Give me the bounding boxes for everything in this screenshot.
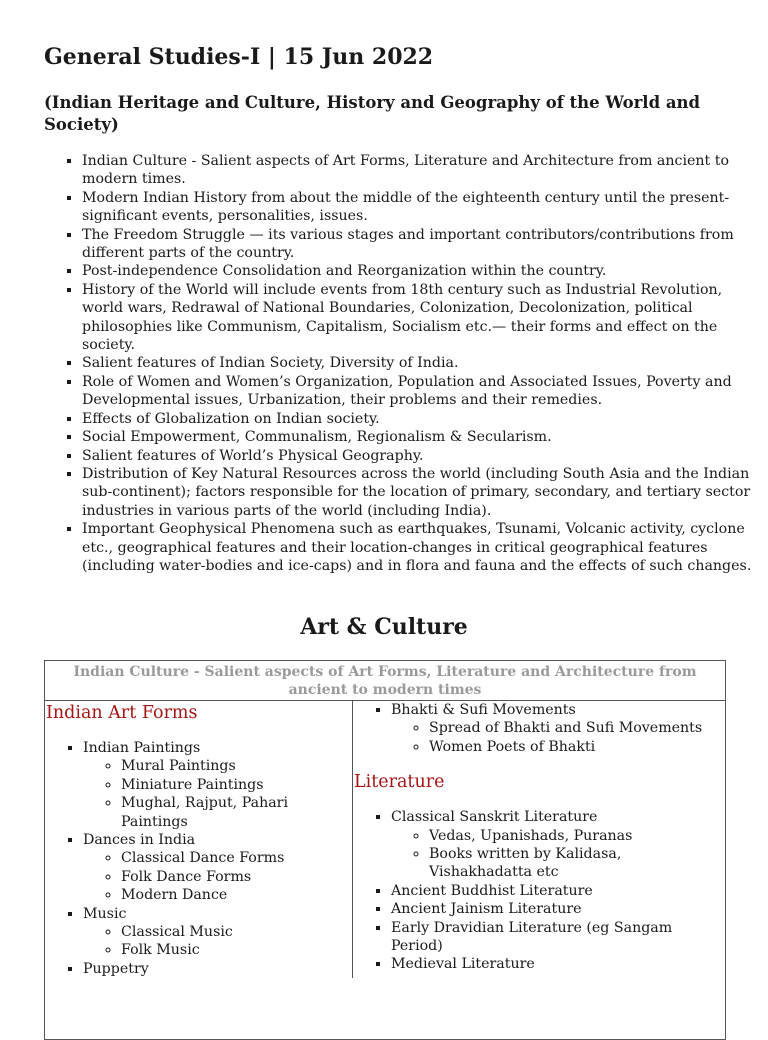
- topic-label: Medieval Literature: [391, 956, 535, 973]
- subtopic-item: ◦ Mural Paintings: [121, 757, 352, 775]
- subtopic-item: ◦ Books written by Kalidasa, Vishakhadatta etc: [429, 845, 725, 882]
- syllabus-item: ▪ Modern Indian History from about the middle of the eighteenth century until the present- significant events, personalities, issues.: [82, 189, 752, 226]
- subtopic-item: ◦ Classical Music: [121, 923, 352, 941]
- topic-label: Ancient Jainism Literature: [391, 901, 582, 918]
- syllabus-item: ▪ The Freedom Struggle — its various stages and important contributors/contributions from different parts of the country.: [82, 226, 752, 263]
- syllabus-list: [62, 152, 752, 575]
- syllabus-item: ▪ Post-independence Consolidation and Reorganization within the country.: [82, 262, 752, 280]
- syllabus-item: ▪ Salient features of World’s Physical Geography.: [82, 447, 752, 465]
- syllabus-item: ▪ Social Empowerment, Communalism, Regionalism & Secularism.: [82, 428, 752, 446]
- topic-item: [391, 701, 725, 756]
- topic-item: [391, 808, 725, 882]
- subtopic-item: ◦ Spread of Bhakti and Sufi Movements: [429, 719, 725, 737]
- left-column: [45, 701, 353, 978]
- topic-item: [83, 831, 352, 905]
- category-heading-art-forms: Indian Art Forms: [46, 703, 198, 723]
- topic-item: [83, 739, 352, 831]
- topic-item: [391, 900, 725, 918]
- page-title: General Studies-I | 15 Jun 2022: [44, 44, 434, 70]
- topic-label: Ancient Buddhist Literature: [391, 882, 593, 899]
- subtopic-list: [391, 719, 725, 756]
- subtopic-item: ◦ Folk Dance Forms: [121, 868, 352, 886]
- topic-item: [83, 905, 352, 960]
- section-title: Art & Culture: [300, 614, 468, 640]
- subtopic-list: [391, 827, 725, 882]
- movements-list: [353, 701, 725, 756]
- topic-label: Early Dravidian Literature (eg Sangam Period): [391, 919, 673, 955]
- topics-table: [44, 660, 726, 1040]
- subtopic-item: ◦ Vedas, Upanishads, Puranas: [429, 827, 725, 845]
- subtopic-item: ◦ Mughal, Rajput, Pahari Paintings: [121, 794, 352, 831]
- subtopic-item: ◦ Classical Dance Forms: [121, 849, 352, 867]
- subtopic-item: ◦ Modern Dance: [121, 886, 352, 904]
- page-subtitle: (Indian Heritage and Culture, History and Geography of the World and Society): [44, 93, 701, 134]
- syllabus-item: ▪ Distribution of Key Natural Resources across the world (including South Asia and the Indian sub-continent); factors responsible for the location of primary, secondary, and tertiary sector industries in various parts of the world (including India).: [82, 465, 752, 520]
- topic-label: Puppetry: [83, 960, 149, 977]
- topic-label: Indian Paintings: [83, 740, 201, 756]
- table-header: Indian Culture - Salient aspects of Art Forms, Literature and Architecture from ancient to modern times: [45, 661, 725, 701]
- syllabus-item: ▪ Important Geophysical Phenomena such as earthquakes, Tsunami, Volcanic activity, cyclone etc., geographical features and their location-changes in critical geographical features (including water-bodies and ice-caps) and in flora and fauna and the effects of such changes.: [82, 520, 752, 575]
- topic-item: [391, 919, 725, 956]
- subtopic-item: ◦ Folk Music: [121, 941, 352, 959]
- literature-list: [353, 808, 725, 974]
- subtopic-list: [83, 849, 352, 904]
- syllabus-item: ▪ History of the World will include events from 18th century such as Industrial Revolution, world wars, Redrawal of National Boundaries, Colonization, Decolonization, political philosophies like Communism, Capitalism, Socialism etc.— their forms and effect on the society.: [82, 281, 752, 355]
- subtopic-item: ◦ Women Poets of Bhakti: [429, 738, 725, 756]
- subtopic-list: [83, 757, 352, 831]
- syllabus-item: ▪ Indian Culture - Salient aspects of Art Forms, Literature and Architecture from ancient to modern times.: [82, 152, 752, 189]
- topic-item: [391, 882, 725, 900]
- syllabus-item: ▪ Role of Women and Women’s Organization, Population and Associated Issues, Poverty and Developmental issues, Urbanization, their problems and their remedies.: [82, 373, 752, 410]
- topic-item: [391, 955, 725, 973]
- syllabus-item: ▪ Effects of Globalization on Indian society.: [82, 410, 752, 428]
- topic-label: Music: [83, 905, 127, 922]
- subtopic-item: ◦ Miniature Paintings: [121, 776, 352, 794]
- topic-label: Classical Sanskrit Literature: [391, 809, 598, 826]
- subtopic-list: [83, 923, 352, 960]
- art-forms-list: [45, 739, 352, 978]
- topic-item: [83, 960, 352, 978]
- topic-label: Dances in India: [83, 832, 196, 849]
- syllabus-item: ▪ Salient features of Indian Society, Diversity of India.: [82, 354, 752, 372]
- right-column: [353, 701, 725, 978]
- category-heading-literature: Literature: [354, 772, 445, 793]
- topic-label: Bhakti & Sufi Movements: [391, 702, 576, 718]
